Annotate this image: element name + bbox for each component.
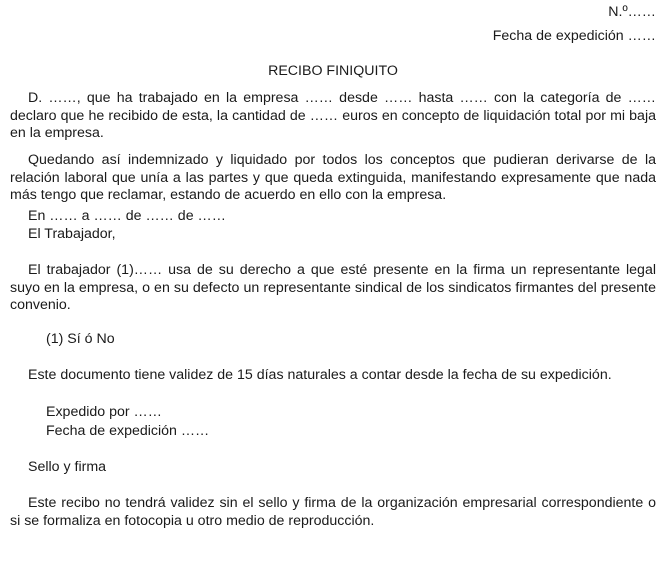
stamp-signature-label: Sello y firma (28, 459, 107, 475)
indemnification-paragraph: Quedando así indemnizado y liquidado por todos los conceptos que pudieran derivarse de la relación laboral que unía a las partes y que queda extinguida, manifestando expresamente que nada más tengo que reclamar, estando de acuerdo en ello con la empresa. (10, 152, 656, 203)
issue-date-header: Fecha de expedición …… (492, 28, 656, 44)
footnote-option: (1) Sí ó No (46, 331, 115, 347)
document-title: RECIBO FINIQUITO (268, 63, 398, 79)
place-date-line: En …… a …… de …… de …… (28, 208, 226, 224)
final-validity-note: Este recibo no tendrá validez sin el sello y firma de la organización empresarial correspondiente o si se formaliza en fotocopia u otro medio de reproducción. (10, 495, 656, 529)
declaration-paragraph: D. ……, que ha trabajado en la empresa …… desde …… hasta …… con la categoría de …… declaro que he recibido de esta, la cantidad de …… euros en concepto de liquidación total por mi baja en la empresa. (10, 90, 656, 141)
validity-statement: Este documento tiene validez de 15 días naturales a contar desde la fecha de su expedición. (28, 367, 612, 383)
document-number: N.º…… (608, 4, 656, 20)
worker-signature-label: El Trabajador, (28, 226, 116, 242)
representative-paragraph: El trabajador (1)…… usa de su derecho a que esté presente en la firma un representante legal suyo en la empresa, o en su defecto un representante sindical de los sindicatos firmantes del presente convenio. (10, 262, 656, 313)
issued-by-line: Expedido por …… (46, 404, 162, 420)
issued-date-line: Fecha de expedición …… (46, 423, 210, 439)
